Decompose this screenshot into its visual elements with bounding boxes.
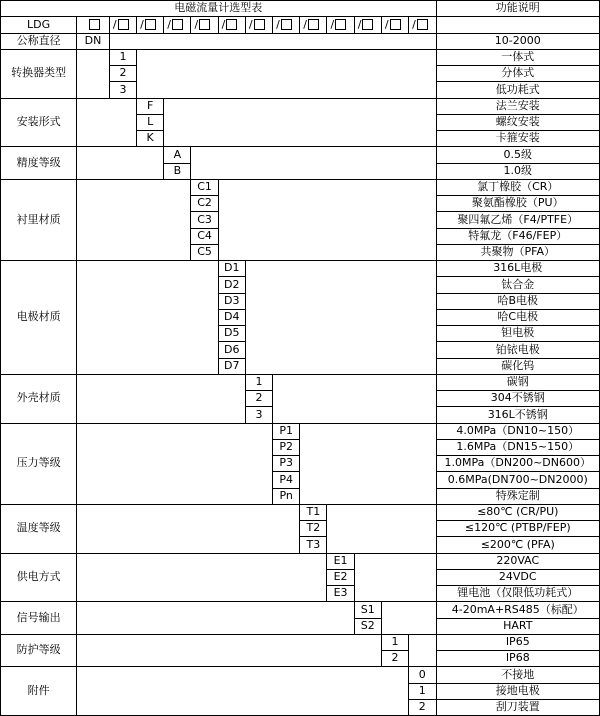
desc-8-3: ≤200℃ (PFA) (436, 537, 599, 553)
desc-9-3: 锂电池（仅限低功耗式） (436, 586, 599, 602)
desc-1-3: 低功耗式 (436, 82, 599, 98)
code-11-2: 2 (381, 651, 408, 667)
code-5-7: D7 (218, 358, 245, 374)
code-5-2: D2 (218, 277, 245, 293)
desc-11-2: IP68 (436, 651, 599, 667)
code-box-icon (281, 19, 292, 30)
code-group-cell-12 (409, 17, 436, 33)
page-title: 电磁流量计选型表 (1, 1, 437, 17)
code-slash: / (221, 17, 226, 31)
spacer-left-11 (77, 634, 382, 667)
desc-6-3: 316L不锈钢 (436, 407, 599, 423)
spec-table-body (1, 1, 600, 716)
section-name-7: 压力等级 (1, 423, 77, 504)
code-slash: / (248, 17, 253, 31)
code-slash: / (167, 17, 171, 31)
spacer-left-4 (77, 179, 191, 260)
table-row (1, 179, 600, 195)
desc-7-5: 特殊定制 (436, 488, 599, 504)
code-8-1: T1 (300, 504, 327, 520)
section-name-5: 电极材质 (1, 261, 77, 375)
code-lead-box-cell (77, 17, 110, 33)
spacer-right-5 (245, 261, 436, 375)
code-7-2: P2 (273, 439, 300, 455)
code-slash: / (357, 17, 362, 31)
section-name-3: 精度等级 (1, 147, 77, 180)
code-12-1: 0 (409, 667, 436, 683)
code-box-icon (89, 19, 100, 30)
table-row (1, 602, 600, 618)
code-7-4: P4 (273, 472, 300, 488)
spacer-right-6 (273, 374, 436, 423)
code-group-cell-3 (164, 17, 191, 33)
code-5-5: D5 (218, 326, 245, 342)
code-slash: / (140, 17, 144, 31)
spacer-left-2 (77, 98, 137, 147)
code-2-2: L (137, 114, 164, 130)
table-row (1, 634, 600, 650)
desc-7-1: 4.0MPa（DN10~150） (436, 423, 599, 439)
table-row (1, 504, 600, 520)
table-row (1, 423, 600, 439)
code-slash: / (194, 17, 199, 31)
desc-4-4: 特氟龙（F46/FEP） (436, 228, 599, 244)
code-box-icon (172, 19, 183, 30)
table-row (1, 98, 600, 114)
desc-6-1: 碳钢 (436, 374, 599, 390)
spacer-right-7 (300, 423, 436, 504)
code-12-2: 1 (409, 683, 436, 699)
code-group-cell-4 (191, 17, 218, 33)
code-slash: / (276, 17, 280, 31)
section-name-10: 信号输出 (1, 602, 77, 635)
code-6-1: 1 (245, 374, 272, 390)
code-5-3: D3 (218, 293, 245, 309)
code-box-icon (145, 19, 156, 30)
code-8-2: T2 (300, 521, 327, 537)
spacer-right-10 (381, 602, 436, 635)
desc-5-3: 哈B电极 (436, 293, 599, 309)
desc-5-1: 316L电极 (436, 261, 599, 277)
section-name-4: 衬里材质 (1, 179, 77, 260)
code-group-cell-6 (245, 17, 272, 33)
section-name-2: 安装形式 (1, 98, 77, 147)
spacer-right-9 (354, 553, 436, 602)
spacer-left-6 (77, 374, 246, 423)
spacer-right-8 (327, 504, 436, 553)
code-10-2: S2 (354, 618, 381, 634)
section-name-8: 温度等级 (1, 504, 77, 553)
desc-7-2: 1.6MPa（DN15~150） (436, 439, 599, 455)
desc-1-1: 一体式 (436, 49, 599, 65)
code-8-3: T3 (300, 537, 327, 553)
desc-2-2: 螺纹安装 (436, 114, 599, 130)
code-group-cell-10 (354, 17, 381, 33)
section-name-11: 防护等级 (1, 634, 77, 667)
section-name-6: 外壳材质 (1, 374, 77, 423)
desc-8-2: ≤120℃ (PTBP/FEP) (436, 521, 599, 537)
code-box-icon (254, 19, 265, 30)
code-3-1: A (164, 147, 191, 163)
code-box-icon (335, 19, 346, 30)
table-row (1, 667, 600, 683)
desc-10-1: 4-20mA+RS485（标配） (436, 602, 599, 618)
code-1-1: 1 (109, 49, 136, 65)
model-prefix: LDG (1, 17, 77, 33)
spacer-left-5 (77, 261, 218, 375)
spacer-left-8 (77, 504, 300, 553)
code-box-icon (308, 19, 319, 30)
desc-6-2: 304不锈钢 (436, 391, 599, 407)
code-12-3: 2 (409, 699, 436, 715)
code-3-2: B (164, 163, 191, 179)
spacer-right-4 (218, 179, 436, 260)
spacer-left-12 (77, 667, 409, 716)
code-group-cell-5 (218, 17, 245, 33)
code-10-1: S1 (354, 602, 381, 618)
code-group-cell-2 (137, 17, 164, 33)
code-5-6: D6 (218, 342, 245, 358)
function-desc-title: 功能说明 (436, 1, 599, 17)
spacer-right-3 (191, 147, 436, 180)
code-slash: / (412, 17, 416, 31)
title-row (1, 1, 600, 17)
spacer-right-2 (164, 98, 436, 147)
desc-4-5: 共聚物（PFA） (436, 244, 599, 260)
code-group-cell-11 (381, 17, 408, 33)
desc-5-2: 钛合金 (436, 277, 599, 293)
code-nominal-diameter: DN (77, 33, 110, 49)
desc-4-3: 聚四氟乙烯（F4/PTFE） (436, 212, 599, 228)
spacer-right-1 (137, 49, 436, 98)
desc-4-1: 氯丁橡胶（CR） (436, 179, 599, 195)
code-group-cell-1 (109, 17, 136, 33)
desc-5-6: 铂铱电极 (436, 342, 599, 358)
code-4-2: C2 (191, 196, 218, 212)
code-9-3: E3 (327, 586, 354, 602)
code-box-icon (362, 19, 373, 30)
table-row (1, 374, 600, 390)
code-group-cell-9 (327, 17, 354, 33)
desc-4-2: 聚氨酯橡胶（PU） (436, 196, 599, 212)
desc-3-1: 0.5级 (436, 147, 599, 163)
desc-7-4: 0.6MPa(DN700~DN2000) (436, 472, 599, 488)
code-slash: / (303, 17, 307, 31)
spacer-left-9 (77, 553, 327, 602)
desc-10-2: HART (436, 618, 599, 634)
code-7-3: P3 (273, 456, 300, 472)
desc-9-1: 220VAC (436, 553, 599, 569)
code-9-2: E2 (327, 569, 354, 585)
desc-5-5: 钽电极 (436, 326, 599, 342)
code-4-3: C3 (191, 212, 218, 228)
model-code-row (1, 17, 600, 33)
section-name-9: 供电方式 (1, 553, 77, 602)
spacer-nominal (109, 33, 436, 49)
function-desc-header-blank (436, 17, 599, 33)
code-box-icon (390, 19, 401, 30)
spacer-right-11 (409, 634, 436, 667)
code-6-3: 3 (245, 407, 272, 423)
code-4-1: C1 (191, 179, 218, 195)
code-box-icon (199, 19, 210, 30)
code-9-1: E1 (327, 553, 354, 569)
desc-5-4: 哈C电极 (436, 309, 599, 325)
code-5-4: D4 (218, 309, 245, 325)
desc-8-1: ≤80℃ (CR/PU) (436, 504, 599, 520)
code-5-1: D1 (218, 261, 245, 277)
code-group-cell-8 (300, 17, 327, 33)
code-2-3: K (137, 131, 164, 147)
table-row (1, 261, 600, 277)
code-slash: / (330, 17, 335, 31)
code-4-4: C4 (191, 228, 218, 244)
section-name-12: 附件 (1, 667, 77, 716)
code-2-1: F (137, 98, 164, 114)
code-4-5: C5 (191, 244, 218, 260)
table-row (1, 49, 600, 65)
code-7-1: P1 (273, 423, 300, 439)
desc-9-2: 24VDC (436, 569, 599, 585)
code-slash: / (384, 17, 389, 31)
section-name-nominal-diameter: 公称直径 (1, 33, 77, 49)
code-box-icon (417, 19, 428, 30)
spacer-left-10 (77, 602, 354, 635)
desc-12-1: 不接地 (436, 667, 599, 683)
code-1-2: 2 (109, 66, 136, 82)
desc-11-1: IP65 (436, 634, 599, 650)
desc-2-1: 法兰安装 (436, 98, 599, 114)
table-row (1, 553, 600, 569)
desc-7-3: 1.0MPa（DN200~DN600） (436, 456, 599, 472)
code-1-3: 3 (109, 82, 136, 98)
section-name-1: 转换器类型 (1, 49, 77, 98)
table-row (1, 147, 600, 163)
nominal-diameter-row (1, 33, 600, 49)
spacer-left-1 (77, 49, 110, 98)
code-group-cell-7 (273, 17, 300, 33)
desc-12-3: 刮刀装置 (436, 699, 599, 715)
code-slash: / (112, 17, 117, 31)
desc-2-3: 卡箍安装 (436, 131, 599, 147)
code-7-5: Pn (273, 488, 300, 504)
desc-12-2: 接地电极 (436, 683, 599, 699)
spacer-left-3 (77, 147, 164, 180)
code-6-2: 2 (245, 391, 272, 407)
desc-5-7: 碳化钨 (436, 358, 599, 374)
spacer-left-7 (77, 423, 273, 504)
code-box-icon (226, 19, 237, 30)
desc-3-2: 1.0级 (436, 163, 599, 179)
code-11-1: 1 (381, 634, 408, 650)
code-box-icon (118, 19, 129, 30)
desc-nominal-diameter: 10-2000 (436, 33, 599, 49)
desc-1-2: 分体式 (436, 66, 599, 82)
